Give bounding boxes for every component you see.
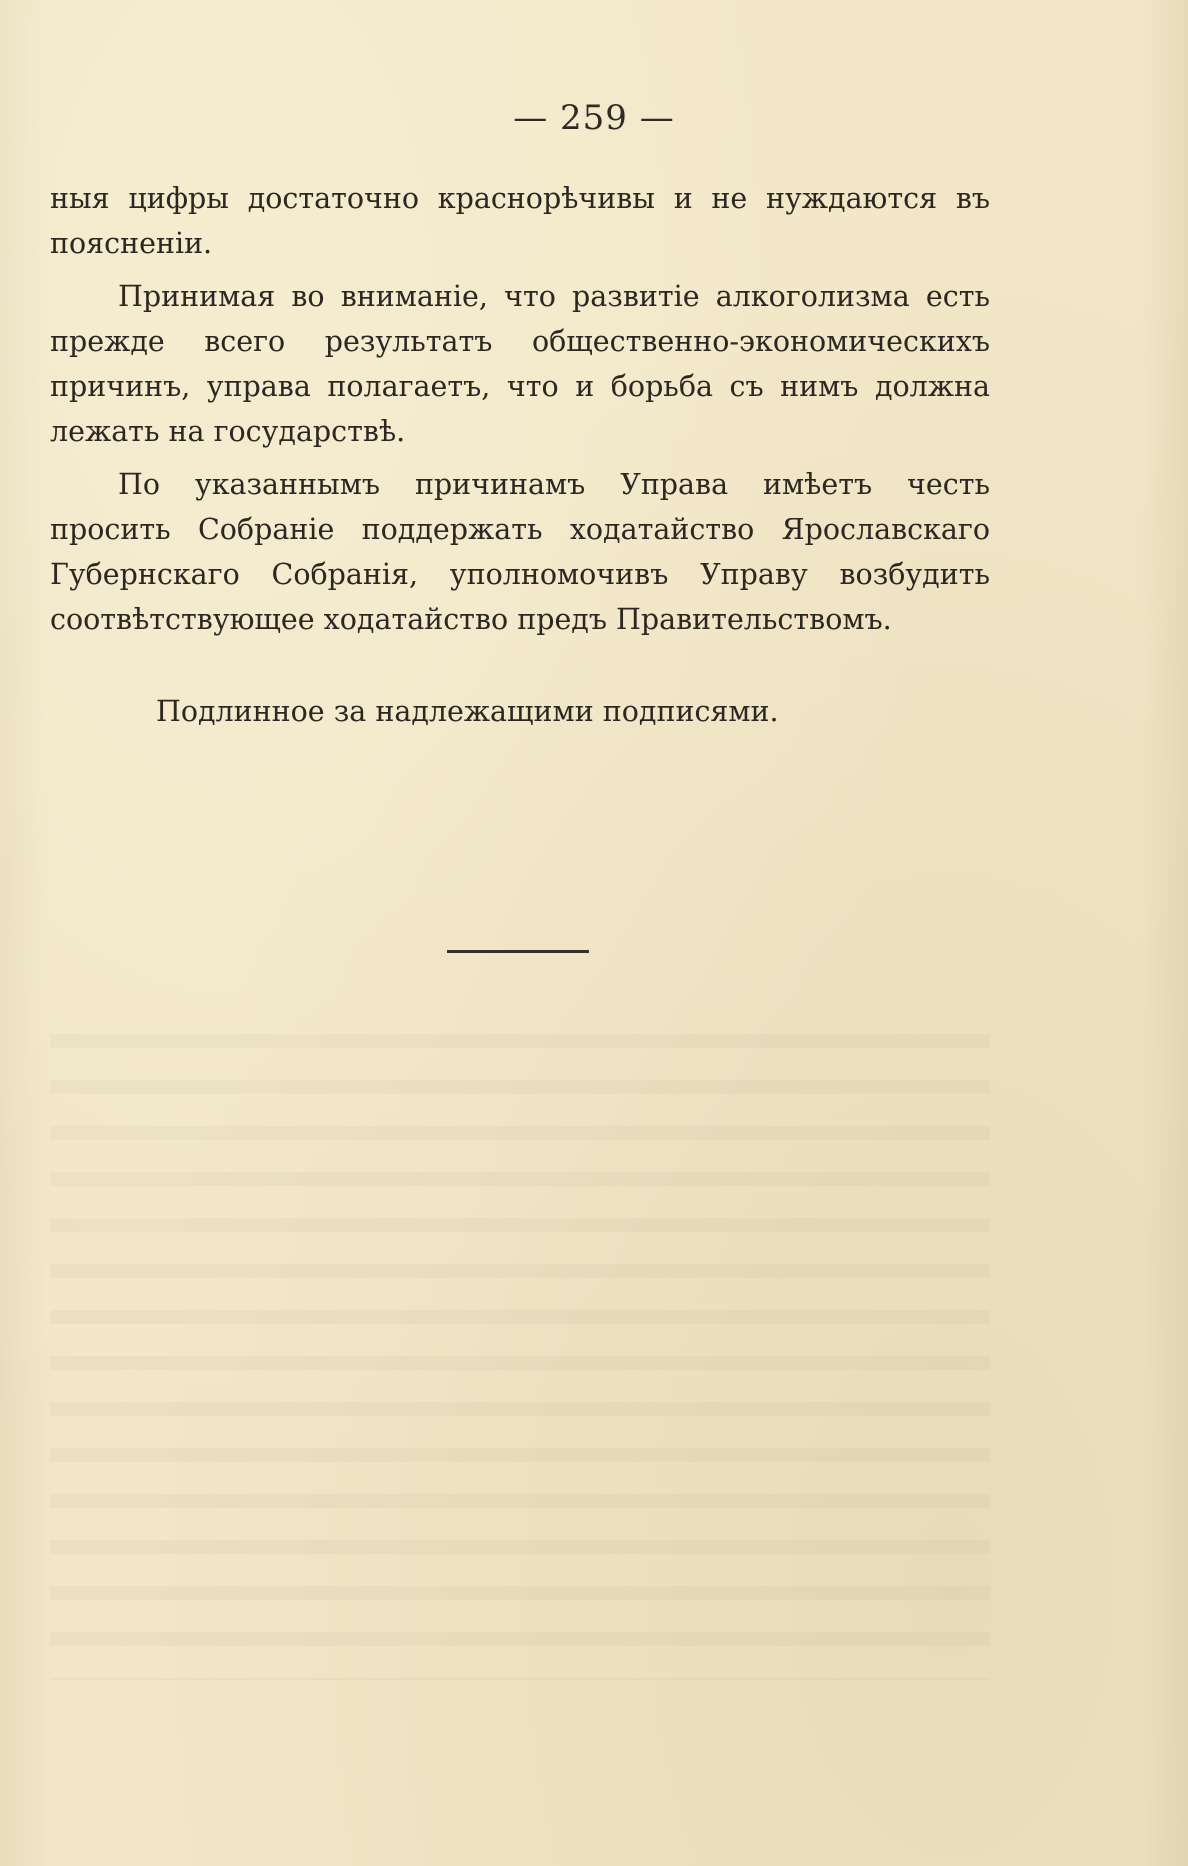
section-divider <box>447 950 589 953</box>
paragraph-continuation: ныя цифры достаточно краснорѣчивы и не нуждаются въ поясненіи. <box>50 182 990 260</box>
body-text <box>50 176 990 650</box>
page-number: — 259 — <box>513 98 675 138</box>
paragraph-alcoholism: Принимая во вниманіе, что развитіе алкоголизма есть прежде всего результатъ общественно-экономическихъ причинъ, управа полагаетъ, что и борьба съ нимъ должна лежать на государствѣ. <box>50 280 990 448</box>
show-through-texture <box>50 1020 990 1680</box>
paragraph-petition: По указаннымъ причинамъ Управа имѣетъ честь просить Собраніе поддержать ходатайство Ярославскаго Губернскаго Собранія, уполномочивъ Управу возбудить соотвѣтствующее ходатайство предъ Правительствомъ. <box>50 468 990 636</box>
signature-line: Подлинное за надлежащими подписями. <box>156 695 779 728</box>
